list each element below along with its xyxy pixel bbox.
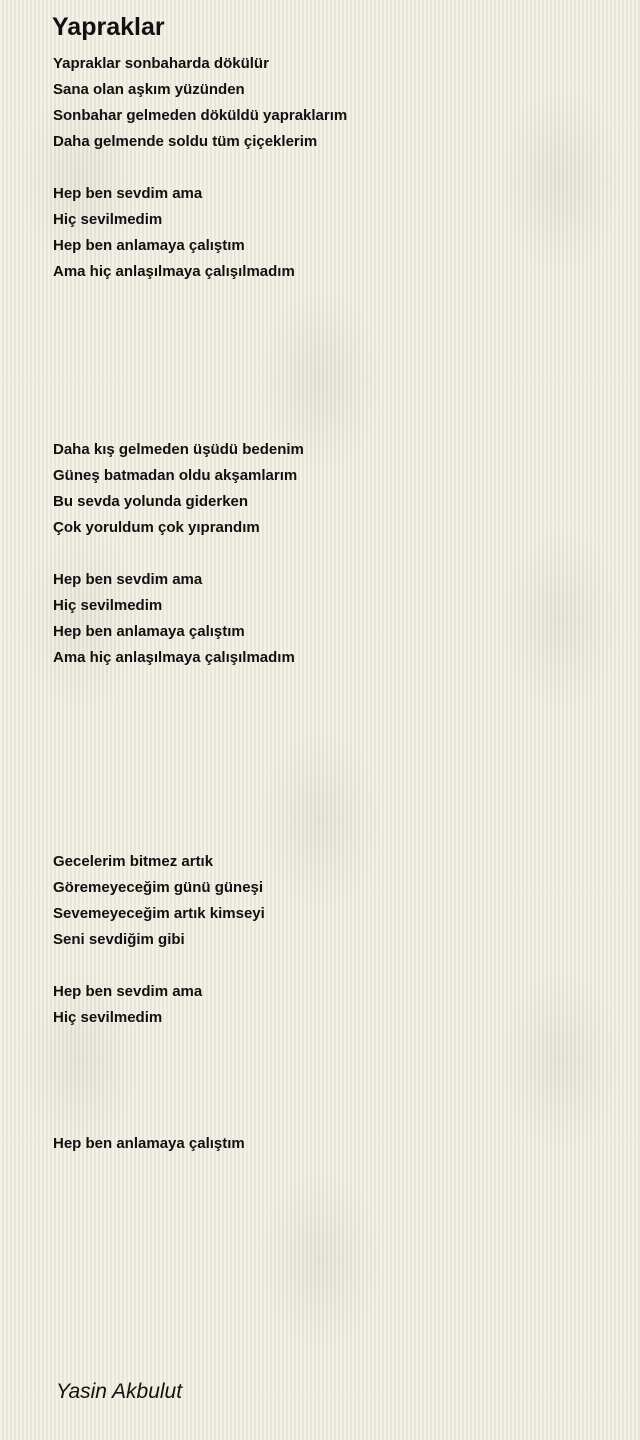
poem-line: Yapraklar sonbaharda dökülür: [53, 55, 269, 72]
poem-line: Hep ben sevdim ama: [53, 185, 203, 202]
poem-line: Daha gelmende soldu tüm çiçeklerim: [53, 133, 318, 150]
poem-line: Gecelerim bitmez artık: [53, 853, 214, 870]
poem-line: Sonbahar gelmeden döküldü yapraklarım: [53, 107, 348, 124]
poem-line: Güneş batmadan oldu akşamlarım: [53, 467, 298, 484]
poem-line: Hep ben anlamaya çalıştım: [53, 237, 245, 254]
poem-line: Hiç sevilmedim: [53, 597, 163, 614]
poem-title: Yapraklar: [52, 13, 165, 41]
poem-line: Hep ben anlamaya çalıştım: [53, 623, 245, 640]
poem-line: Hiç sevilmedim: [53, 211, 163, 228]
poem-line: Göremeyeceğim günü güneşi: [53, 879, 264, 896]
poem-line: Sevemeyeceğim artık kimseyi: [53, 905, 265, 922]
stanza-4: [53, 1131, 245, 1157]
stanza-3: [53, 849, 265, 1031]
poem-line: Hep ben sevdim ama: [53, 571, 203, 588]
poem-line: Hiç sevilmedim: [53, 1009, 163, 1026]
poem-line: Seni sevdiğim gibi: [53, 931, 185, 948]
poem-author: Yasin Akbulut: [56, 1380, 183, 1403]
poem-line: Daha kış gelmeden üşüdü bedenim: [53, 441, 304, 458]
poem-line: Ama hiç anlaşılmaya çalışılmadım: [53, 649, 295, 666]
stanza-1: [53, 51, 347, 285]
poem-line: Hep ben sevdim ama: [53, 983, 203, 1000]
stanza-spacer: [53, 953, 265, 979]
poem-line: Bu sevda yolunda giderken: [53, 493, 249, 510]
stanza-2: [53, 437, 304, 671]
poem-line: Çok yoruldum çok yıprandım: [53, 519, 260, 536]
poem-line: Hep ben anlamaya çalıştım: [53, 1135, 245, 1152]
poem-line: Sana olan aşkım yüzünden: [53, 81, 245, 98]
poem-line: Ama hiç anlaşılmaya çalışılmadım: [53, 263, 295, 280]
stanza-spacer: [53, 541, 304, 567]
stanza-spacer: [53, 155, 347, 181]
